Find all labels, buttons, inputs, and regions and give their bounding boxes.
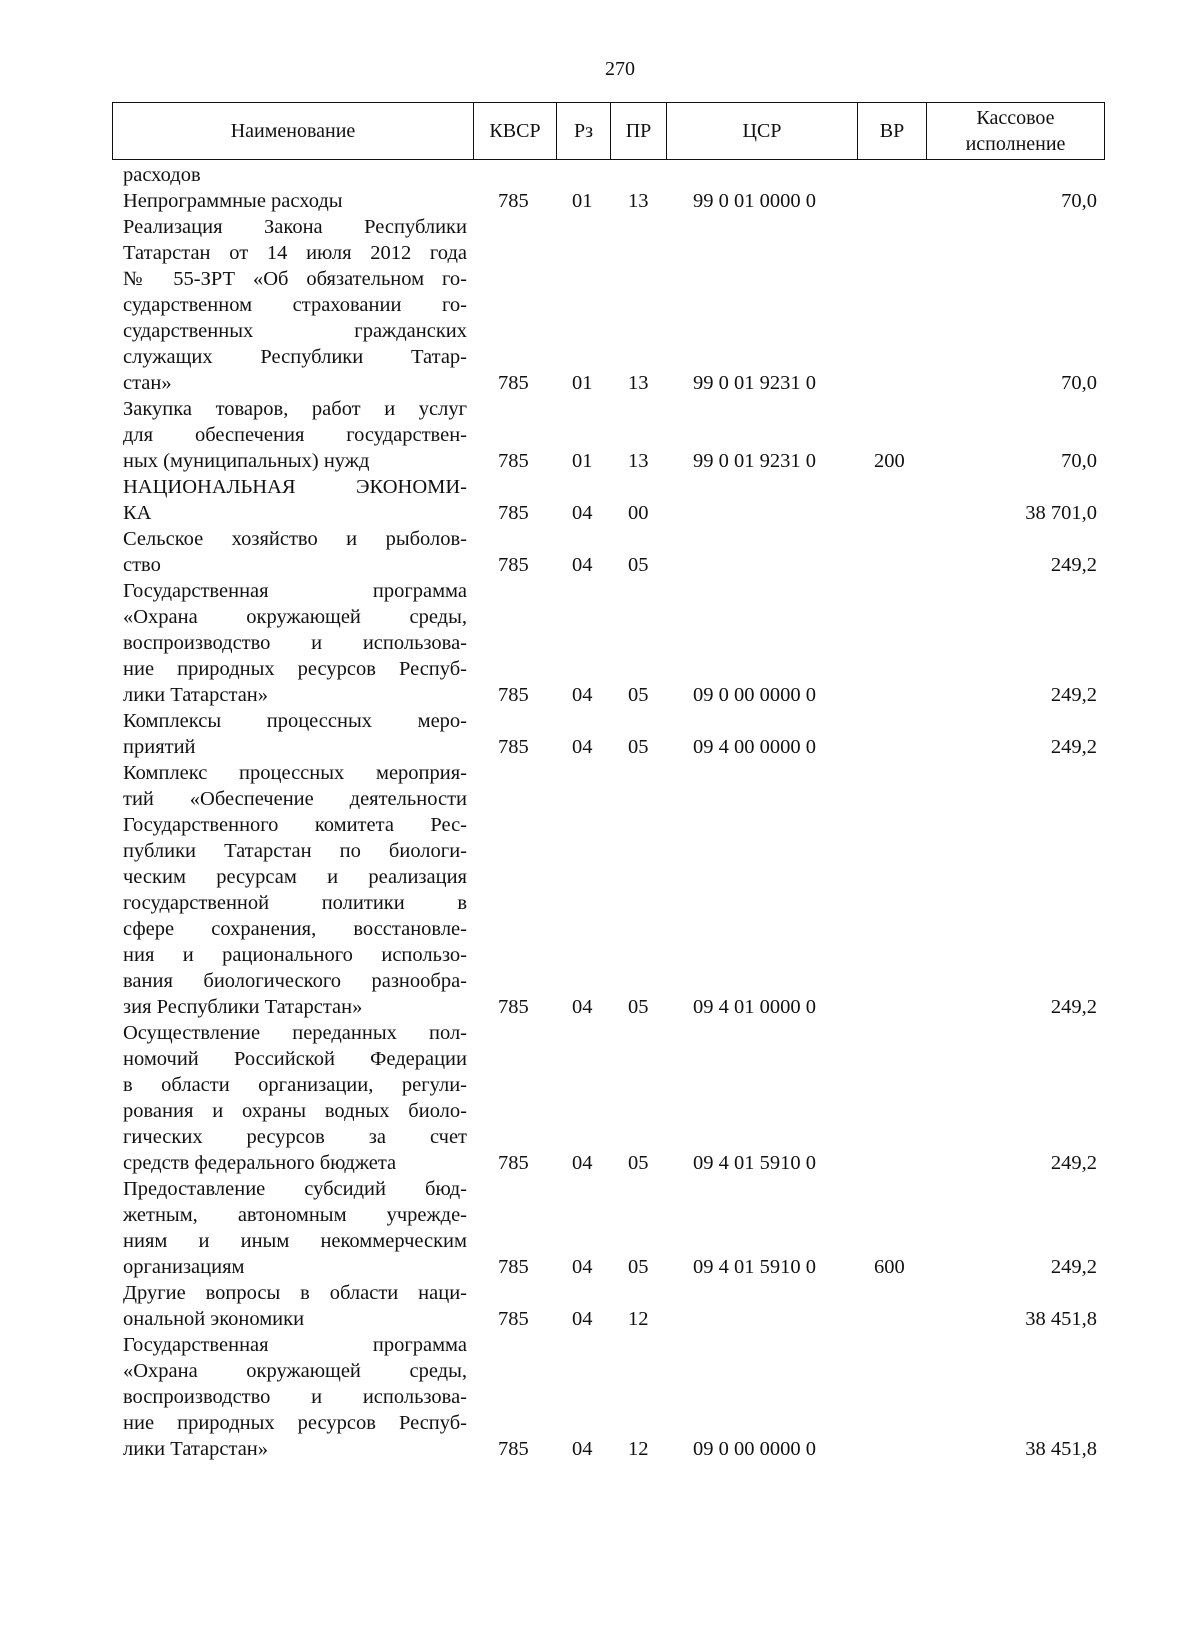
row-rz: 04 — [572, 996, 593, 1018]
row-name-line: ство — [123, 554, 161, 576]
row-csr: 09 0 00 0000 0 — [693, 1438, 816, 1460]
row-csr: 09 4 01 5910 0 — [693, 1152, 816, 1174]
row-amount: 249,2 — [1050, 996, 1097, 1018]
row-csr: 09 0 00 0000 0 — [693, 684, 816, 706]
row-rz: 01 — [572, 450, 593, 472]
page-number: 270 — [605, 58, 635, 80]
row-amount: 249,2 — [1050, 684, 1097, 706]
row-kvsr: 785 — [498, 684, 529, 706]
row-name — [123, 474, 467, 526]
row-name — [123, 526, 467, 578]
row-name-line: ние природных ресурсов Респуб- — [123, 1412, 467, 1434]
row-amount: 38 451,8 — [1025, 1308, 1097, 1330]
table-body — [0, 162, 1200, 1462]
row-name-line: Закупка товаров, работ и услуг — [123, 398, 467, 420]
table-row — [0, 162, 1200, 188]
row-rz: 04 — [572, 684, 593, 706]
table-header — [112, 102, 1105, 160]
row-name-line: ческим ресурсам и реализация — [123, 866, 467, 888]
row-name-line: НАЦИОНАЛЬНАЯ ЭКОНОМИ- — [123, 476, 467, 498]
row-pr: 05 — [628, 1256, 649, 1278]
row-pr: 05 — [628, 1152, 649, 1174]
row-name-line: организациям — [123, 1256, 245, 1278]
row-pr: 13 — [628, 372, 649, 394]
row-kvsr: 785 — [498, 554, 529, 576]
row-pr: 12 — [628, 1308, 649, 1330]
row-name-line: ние природных ресурсов Респуб- — [123, 658, 467, 680]
row-name-line: зия Республики Татарстан» — [123, 996, 363, 1018]
row-name — [123, 214, 467, 396]
row-name-line: «Охрана окружающей среды, — [123, 1360, 467, 1382]
row-name-line: ниям и иным некоммерческим — [123, 1230, 467, 1252]
row-name-line: ональной экономики — [123, 1308, 305, 1330]
table-row — [0, 1280, 1200, 1332]
row-amount: 249,2 — [1050, 1152, 1097, 1174]
row-rz: 04 — [572, 502, 593, 524]
row-name-line: Государственная программа — [123, 580, 467, 602]
row-name-line: Государственного комитета Рес- — [123, 814, 467, 836]
row-rz: 04 — [572, 554, 593, 576]
row-vr: 200 — [874, 450, 905, 472]
row-name — [123, 1020, 467, 1176]
row-csr: 99 0 01 0000 0 — [693, 190, 816, 212]
row-name-line: Татарстан от 14 июля 2012 года — [123, 242, 467, 264]
row-pr: 05 — [628, 996, 649, 1018]
row-amount: 70,0 — [1061, 372, 1097, 394]
row-amount: 38 701,0 — [1025, 502, 1097, 524]
row-name-line: публики Татарстан по биологи- — [123, 840, 467, 862]
row-name-line: расходов — [123, 164, 201, 186]
table-row — [0, 526, 1200, 578]
row-name-line: № 55-ЗРТ «Об обязательном го- — [123, 268, 467, 290]
row-amount: 70,0 — [1061, 450, 1097, 472]
row-pr: 12 — [628, 1438, 649, 1460]
table-row — [0, 708, 1200, 760]
row-kvsr: 785 — [498, 1308, 529, 1330]
row-vr: 600 — [874, 1256, 905, 1278]
row-name-line: Реализация Закона Республики — [123, 216, 467, 238]
header-vr: ВР — [858, 103, 927, 159]
row-name-line: стан» — [123, 372, 172, 394]
row-name-line: сфере сохранения, восстановле- — [123, 918, 467, 940]
row-name-line: КА — [123, 502, 152, 524]
row-name-line: государственной политики в — [123, 892, 467, 914]
row-csr: 09 4 01 5910 0 — [693, 1256, 816, 1278]
row-rz: 04 — [572, 1308, 593, 1330]
row-name-line: в области организации, регули- — [123, 1074, 467, 1096]
row-name-line: сударственном страховании го- — [123, 294, 467, 316]
row-csr: 99 0 01 9231 0 — [693, 450, 816, 472]
row-rz: 04 — [572, 1256, 593, 1278]
table-row — [0, 1332, 1200, 1462]
row-csr: 09 4 00 0000 0 — [693, 736, 816, 758]
row-name-line: воспроизводство и использова- — [123, 632, 467, 654]
row-kvsr: 785 — [498, 450, 529, 472]
row-kvsr: 785 — [498, 1256, 529, 1278]
table-row — [0, 214, 1200, 396]
row-name-line: Осуществление переданных пол- — [123, 1022, 467, 1044]
row-kvsr: 785 — [498, 1152, 529, 1174]
row-name — [123, 162, 467, 188]
row-name — [123, 188, 467, 214]
row-rz: 04 — [572, 1438, 593, 1460]
row-name-line: жетным, автономным учрежде- — [123, 1204, 467, 1226]
row-pr: 13 — [628, 190, 649, 212]
header-exec-line2: исполнение — [965, 133, 1066, 155]
row-name — [123, 1176, 467, 1280]
row-name-line: вания биологического разнообра- — [123, 970, 467, 992]
row-name-line: Комплексы процессных меро- — [123, 710, 467, 732]
row-rz: 04 — [572, 736, 593, 758]
table-row — [0, 396, 1200, 474]
row-rz: 01 — [572, 190, 593, 212]
header-rz: Рз — [557, 103, 611, 159]
row-kvsr: 785 — [498, 996, 529, 1018]
row-name — [123, 708, 467, 760]
header-exec-line1: Кассовое — [976, 107, 1055, 129]
row-csr: 99 0 01 9231 0 — [693, 372, 816, 394]
row-name-line: Другие вопросы в области наци- — [123, 1282, 467, 1304]
table-row — [0, 760, 1200, 1020]
row-amount: 70,0 — [1061, 190, 1097, 212]
row-name-line: служащих Республики Татар- — [123, 346, 467, 368]
header-kvsr: КВСР — [474, 103, 557, 159]
header-cash-execution — [927, 103, 1104, 159]
row-pr: 05 — [628, 736, 649, 758]
row-name-line: рования и охраны водных биоло- — [123, 1100, 467, 1122]
row-amount: 38 451,8 — [1025, 1438, 1097, 1460]
row-amount: 249,2 — [1050, 554, 1097, 576]
row-pr: 00 — [628, 502, 649, 524]
row-pr: 13 — [628, 450, 649, 472]
row-name-line: приятий — [123, 736, 196, 758]
row-name-line: ных (муниципальных) нужд — [123, 450, 370, 472]
row-name-line: Непрограммные расходы — [123, 190, 343, 212]
table-row — [0, 578, 1200, 708]
row-kvsr: 785 — [498, 372, 529, 394]
table-row — [0, 188, 1200, 214]
row-name-line: лики Татарстан» — [123, 1438, 269, 1460]
row-name-line: «Охрана окружающей среды, — [123, 606, 467, 628]
row-name-line: сударственных гражданских — [123, 320, 467, 342]
row-kvsr: 785 — [498, 1438, 529, 1460]
row-amount: 249,2 — [1050, 736, 1097, 758]
row-name-line: Предоставление субсидий бюд- — [123, 1178, 467, 1200]
table-row — [0, 474, 1200, 526]
header-csr: ЦСР — [667, 103, 858, 159]
row-kvsr: 785 — [498, 190, 529, 212]
header-name: Наименование — [113, 103, 474, 159]
row-name-line: лики Татарстан» — [123, 684, 269, 706]
row-name-line: средств федерального бюджета — [123, 1152, 397, 1174]
row-name-line: номочий Российской Федерации — [123, 1048, 467, 1070]
row-name — [123, 1332, 467, 1462]
table-row — [0, 1176, 1200, 1280]
row-amount: 249,2 — [1050, 1256, 1097, 1278]
table-row — [0, 1020, 1200, 1176]
row-pr: 05 — [628, 684, 649, 706]
row-name-line: для обеспечения государствен- — [123, 424, 467, 446]
row-name-line: Государственная программа — [123, 1334, 467, 1356]
row-name-line: гических ресурсов за счет — [123, 1126, 467, 1148]
row-name-line: тий «Обеспечение деятельности — [123, 788, 467, 810]
row-kvsr: 785 — [498, 736, 529, 758]
row-pr: 05 — [628, 554, 649, 576]
row-rz: 01 — [572, 372, 593, 394]
header-pr: ПР — [611, 103, 667, 159]
row-name — [123, 760, 467, 1020]
row-name-line: Комплекс процессных мероприя- — [123, 762, 467, 784]
row-name — [123, 1280, 467, 1332]
row-name — [123, 578, 467, 708]
row-name-line: воспроизводство и использова- — [123, 1386, 467, 1408]
row-kvsr: 785 — [498, 502, 529, 524]
row-name-line: Сельское хозяйство и рыболов- — [123, 528, 467, 550]
row-name-line: ния и рационального использо- — [123, 944, 467, 966]
row-rz: 04 — [572, 1152, 593, 1174]
row-csr: 09 4 01 0000 0 — [693, 996, 816, 1018]
row-name — [123, 396, 467, 474]
